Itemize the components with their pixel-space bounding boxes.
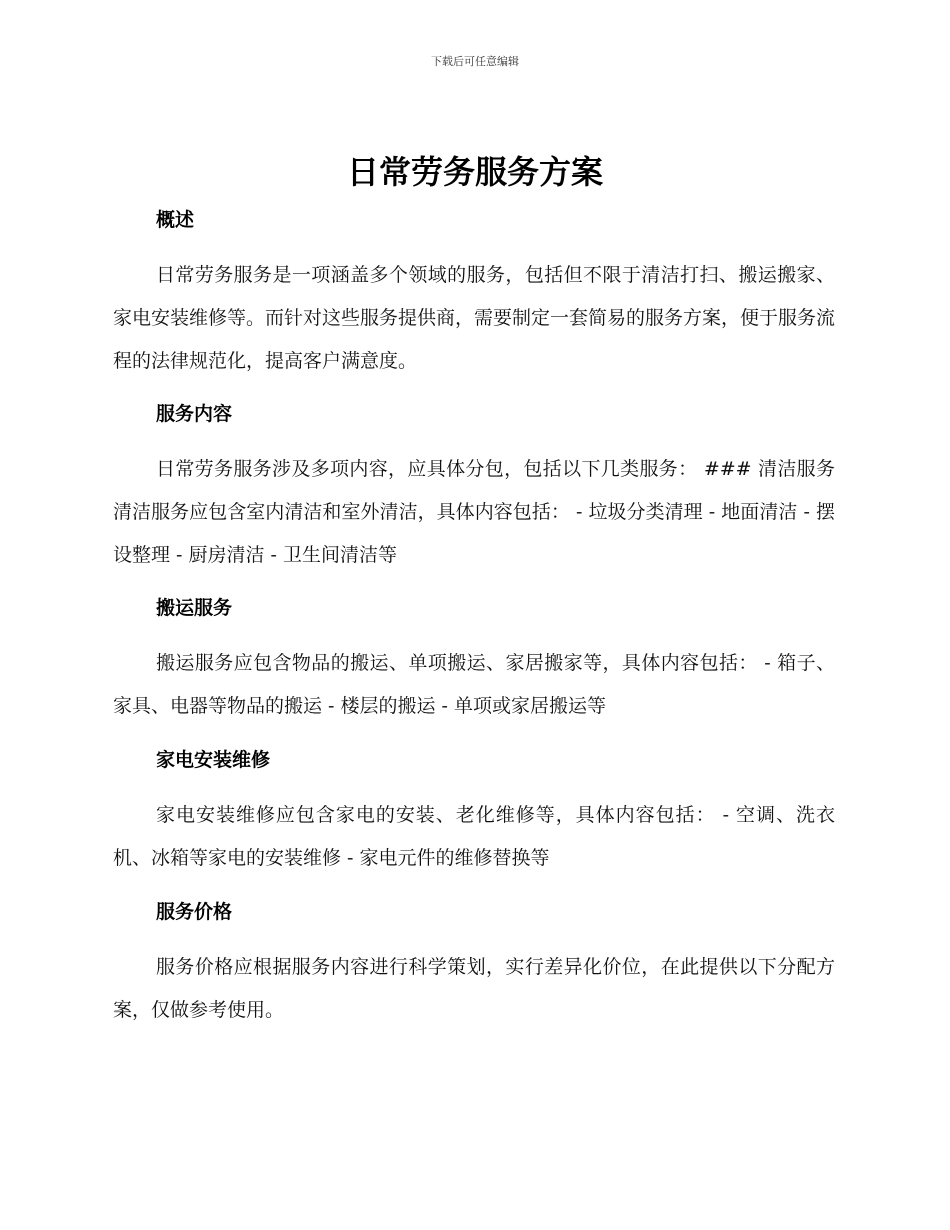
section-heading-appliance-repair: 家电安装维修 (156, 749, 271, 771)
section-heading-overview: 概述 (156, 209, 195, 231)
document-title: 日常劳务服务方案 (346, 153, 603, 191)
section-body-service-price: 服务价格应根据服务内容进行科学策划，实行差异化价位，在此提供以下分配方案，仅做参考使用。 (113, 956, 835, 1021)
section-heading-service-price: 服务价格 (156, 901, 233, 923)
section-body-overview: 日常劳务服务是一项涵盖多个领域的服务，包括但不限于清洁打扫、搬运搬家、家电安装维修等。而针对这些服务提供商，需要制定一套简易的服务方案，便于服务流程的法律规范化，提高客户满意度。 (113, 264, 836, 372)
section-heading-moving-service: 搬运服务 (156, 597, 233, 619)
section-body-moving-service: 搬运服务应包含物品的搬运、单项搬运、家居搬家等，具体内容包括： - 箱子、家具、电器等物品的搬运 - 楼层的搬运 - 单项或家居搬运等 (113, 652, 835, 717)
header-note: 下载后可任意编辑 (431, 55, 519, 68)
section-body-appliance-repair: 家电安装维修应包含家电的安装、老化维修等，具体内容包括： - 空调、洗衣机、冰箱等家电的安装维修 - 家电元件的维修替换等 (113, 804, 835, 869)
section-body-service-content: 日常劳务服务涉及多项内容，应具体分包，包括以下几类服务： ### 清洁服务 清洁服务应包含室内清洁和室外清洁，具体内容包括： - 垃圾分类清理 - 地面清洁 - 摆设整理 - 厨房清洁 - 卫生间清洁等 (113, 458, 835, 566)
section-heading-service-content: 服务内容 (156, 403, 233, 425)
